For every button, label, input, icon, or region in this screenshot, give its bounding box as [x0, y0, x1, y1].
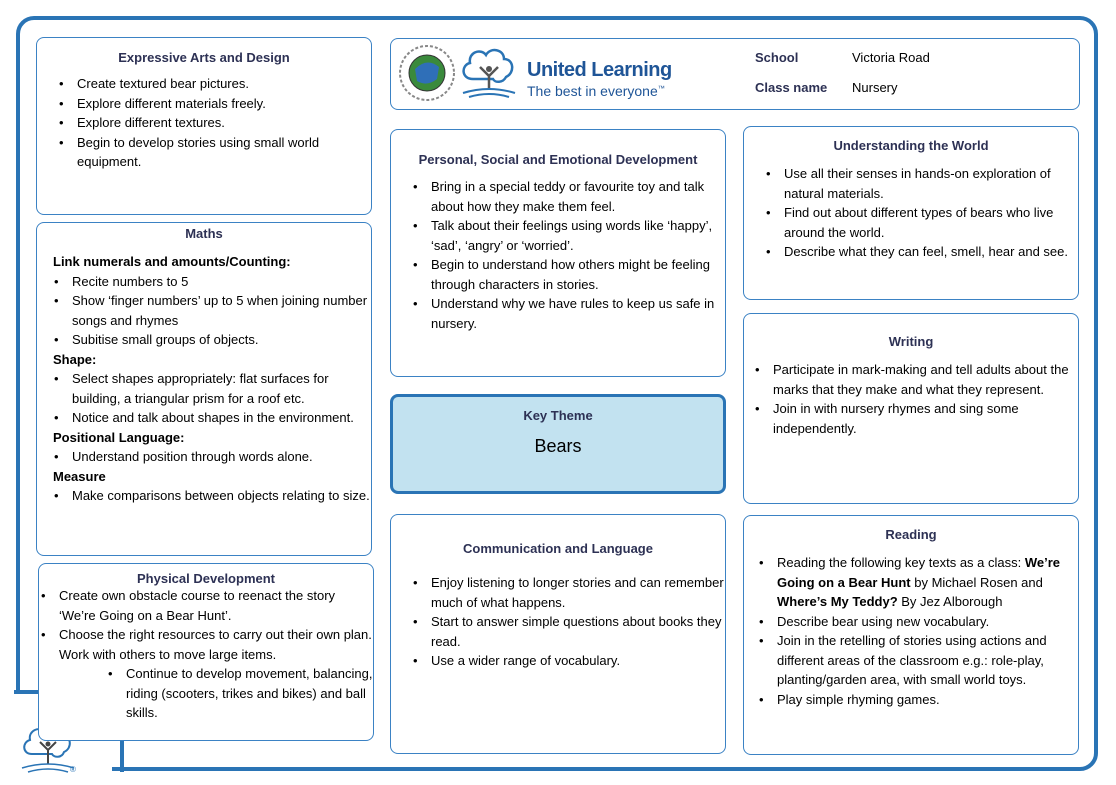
key-theme-label: Key Theme: [523, 408, 593, 423]
reading-box: [743, 515, 1079, 755]
list-item: • Create own obstacle course to reenact the story ‘We’re Going on a Bear Hunt’.: [59, 586, 373, 625]
psed-title: Personal, Social and Emotional Development: [418, 152, 698, 167]
reading-text: By Jez Alborough: [897, 594, 1003, 609]
registered-mark: ®: [70, 765, 76, 774]
understanding-world-list: [744, 164, 1078, 262]
list-item: • Subitise small groups of objects.: [72, 330, 371, 350]
class-label: Class name: [755, 80, 828, 95]
maths-counting-list: [37, 272, 371, 350]
list-item: • Notice and talk about shapes in the environment.: [72, 408, 371, 428]
list-item: • Show ‘finger numbers’ up to 5 when joining number songs and rhymes: [72, 291, 371, 330]
list-item: • Participate in mark-making and tell adults about the marks that they make and what they represent.: [773, 360, 1078, 399]
list-item: • Use all their senses in hands-on exploration of natural materials.: [784, 164, 1078, 203]
expressive-arts-title: Expressive Arts and Design: [118, 50, 290, 65]
expressive-arts-list: [37, 74, 371, 172]
class-value: Nursery: [852, 80, 898, 95]
maths-subheading: Positional Language:: [53, 429, 185, 445]
reading-text: Reading the following key texts as a class:: [777, 555, 1025, 570]
list-item: • Recite numbers to 5: [72, 272, 371, 292]
list-item: • Enjoy listening to longer stories and can remember much of what happens.: [431, 573, 725, 612]
list-item: • Explore different materials freely.: [77, 94, 371, 114]
maths-title: Maths: [185, 226, 223, 241]
maths-subheading: Measure: [53, 468, 106, 484]
reading-text: by Michael Rosen and: [910, 574, 1043, 590]
physical-development-indented-list: [39, 664, 373, 723]
list-item: • Join in the retelling of stories using actions and different areas of the classroom e.g.: role-play, planting/garden area, with small world toys.: [777, 631, 1078, 690]
writing-box: [743, 313, 1079, 504]
maths-subheading: Link numerals and amounts/Counting:: [53, 254, 291, 269]
book-title: We’re Going on a Bear Hunt: [777, 555, 1061, 590]
maths-box: [36, 222, 372, 556]
understanding-world-box: [743, 126, 1079, 300]
list-item: • Create textured bear pictures.: [77, 74, 371, 94]
list-item: • Start to answer simple questions about books they read.: [431, 612, 725, 651]
list-item: • Use a wider range of vocabulary.: [431, 651, 725, 671]
list-item: • Describe bear using new vocabulary.: [777, 612, 1078, 632]
psed-box: [390, 129, 726, 377]
book-title: Where’s My Teddy?: [777, 594, 898, 609]
key-theme-value: Bears: [534, 436, 582, 456]
school-crest-icon: [397, 43, 457, 103]
maths-content: [37, 252, 371, 506]
reading-list: [744, 553, 1078, 709]
psed-list: [391, 177, 725, 333]
physical-development-title: Physical Development: [137, 571, 275, 586]
united-learning-tree-icon: [457, 47, 521, 99]
list-item: • Begin to understand how others might be feeling through characters in stories.: [431, 255, 725, 294]
physical-development-box: [38, 563, 374, 741]
reading-title: Reading: [885, 527, 937, 542]
header-box: [390, 38, 1080, 110]
communication-title: Communication and Language: [463, 541, 653, 556]
list-item: [777, 553, 1078, 612]
writing-list: [744, 360, 1078, 438]
understanding-world-title: Understanding the World: [833, 138, 989, 153]
list-item: • Understand why we have rules to keep us safe in nursery.: [431, 294, 725, 333]
communication-box: [390, 514, 726, 754]
list-item: • Bring in a special teddy or favourite toy and talk about how they make them feel.: [431, 177, 725, 216]
physical-development-list: [39, 586, 373, 664]
maths-positional-list: [37, 447, 371, 467]
brand-name: United Learning: [527, 59, 672, 81]
maths-subheading: Shape:: [53, 351, 97, 367]
communication-list: [391, 573, 725, 671]
list-item: • Describe what they can feel, smell, hear and see.: [784, 242, 1078, 262]
list-item: • Play simple rhyming games.: [777, 690, 1078, 710]
brand-tagline-wrap: [527, 83, 665, 99]
list-item: • Begin to develop stories using small world equipment.: [77, 133, 371, 172]
list-item: • Talk about their feelings using words like ‘happy’, ‘sad’, ‘angry’ or ‘worried’.: [431, 216, 725, 255]
maths-measure-list: [37, 486, 371, 506]
expressive-arts-box: [36, 37, 372, 215]
key-theme-box: [390, 394, 726, 494]
school-value: Victoria Road: [852, 50, 930, 65]
list-item: • Explore different textures.: [77, 113, 371, 133]
school-label: School: [755, 50, 799, 65]
list-item: • Select shapes appropriately: flat surfaces for building, a triangular prism for a roof etc.: [72, 369, 371, 408]
list-item: • Continue to develop movement, balancing, riding (scooters, trikes and bikes) and ball skills.: [126, 664, 373, 723]
list-item: • Find out about different types of bears who live around the world.: [784, 203, 1078, 242]
brand-tagline: The best in everyone: [527, 83, 658, 99]
list-item: • Choose the right resources to carry out their own plan. Work with others to move large items.: [59, 625, 373, 664]
list-item: • Join in with nursery rhymes and sing some independently.: [773, 399, 1078, 438]
maths-shape-list: [37, 369, 371, 428]
list-item: • Make comparisons between objects relating to size.: [72, 486, 371, 506]
list-item: • Understand position through words alone.: [72, 447, 371, 467]
writing-title: Writing: [888, 334, 934, 349]
tagline-mark: ™: [657, 85, 665, 93]
